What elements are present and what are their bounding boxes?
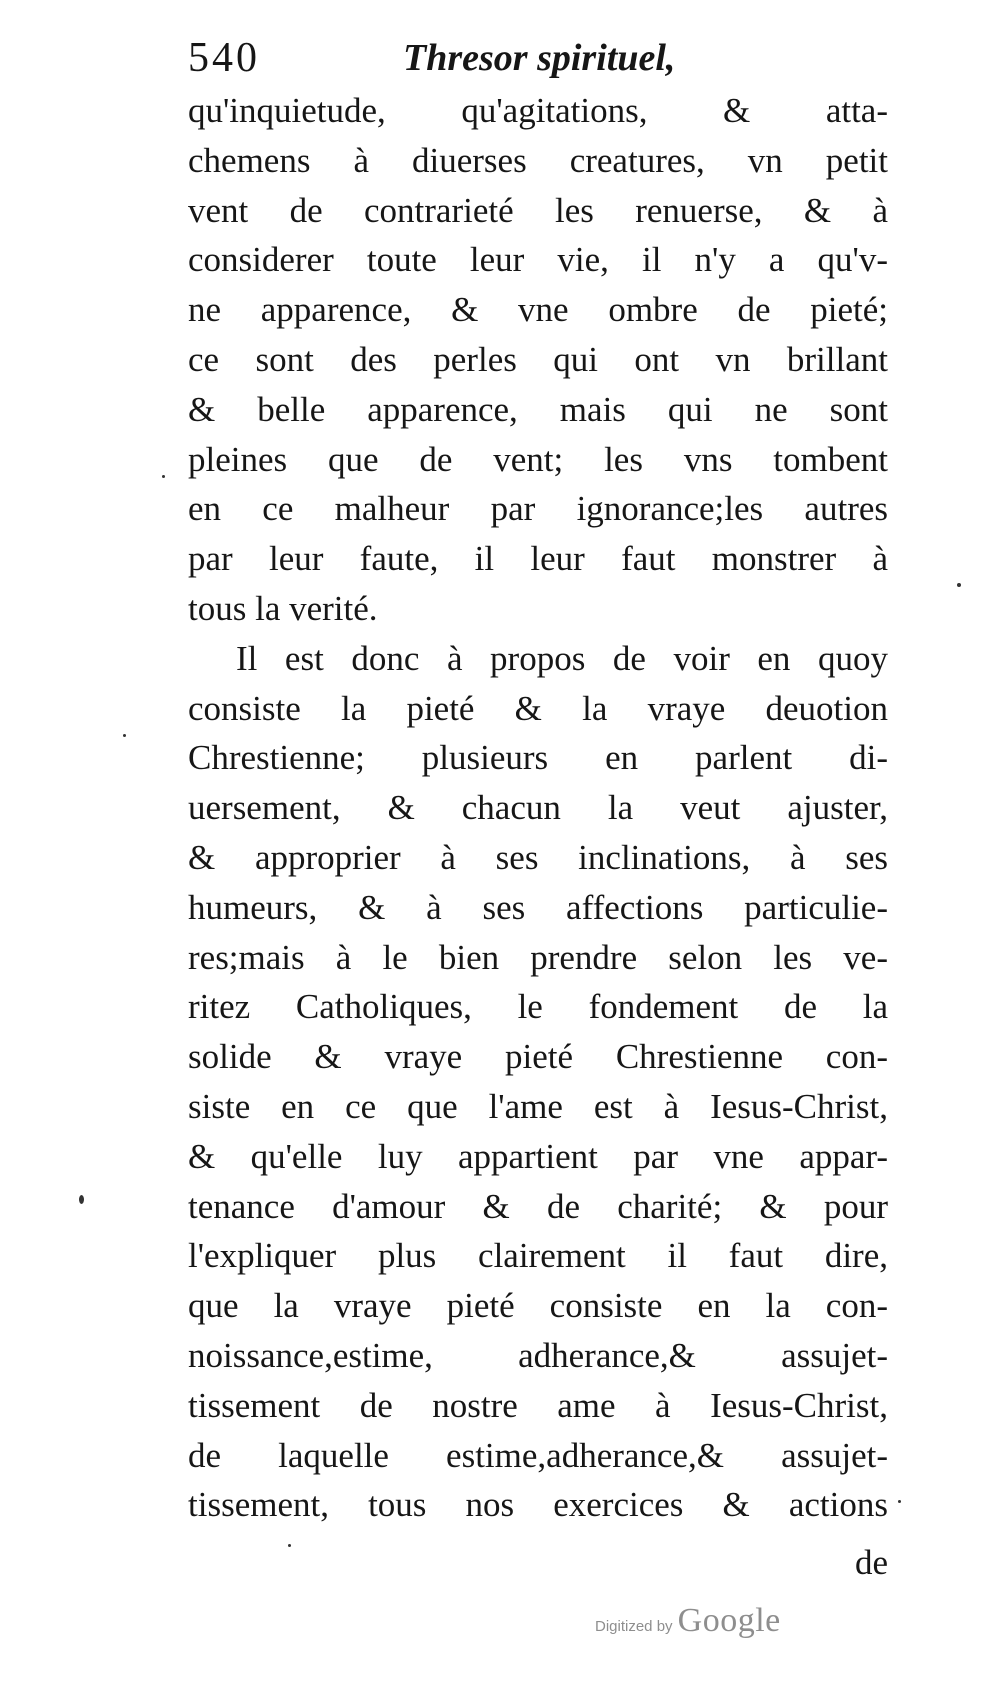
digitized-label: Digitized by — [595, 1618, 673, 1635]
google-logo: Google — [677, 1602, 781, 1639]
text-line: en ce malheur par ignorance;les autres — [188, 489, 888, 529]
text-line: tenance d'amour & de charité; & pour — [188, 1186, 888, 1226]
text-line: de laquelle estime,adherance,& assujet- — [188, 1435, 888, 1475]
scan-speck — [898, 1500, 901, 1503]
text-line: pleines que de vent; les vns tombent — [188, 439, 888, 479]
text-line: & approprier à ses inclinations, à ses — [188, 837, 888, 877]
text-line: considerer toute leur vie, il n'y a qu'v- — [188, 240, 888, 280]
text-line: noissance,estime, adherance,& assujet- — [188, 1335, 888, 1375]
text-line: que la vraye pieté consiste en la con- — [188, 1286, 888, 1326]
scan-speck — [79, 1195, 84, 1204]
running-title: Thresor spirituel, — [403, 37, 676, 79]
text-line: solide & vraye pieté Chrestienne con- — [188, 1037, 888, 1077]
scan-speck — [162, 475, 165, 478]
text-line: & qu'elle luy appartient par vne appar- — [188, 1136, 888, 1176]
text-line: siste en ce que l'ame est à Iesus-Christ, — [188, 1086, 888, 1126]
text-line: Chrestienne; plusieurs en parlent di- — [188, 738, 888, 778]
text-line: humeurs, & à ses affections particulie- — [188, 887, 888, 927]
digitized-watermark — [595, 1602, 781, 1642]
scan-speck — [123, 734, 126, 737]
text-line: uersement, & chacun la veut ajuster, — [188, 788, 888, 828]
page-number: 540 — [188, 35, 260, 81]
text-line: ne apparence, & vne ombre de pieté; — [188, 290, 888, 330]
text-line: l'expliquer plus clairement il faut dire, — [188, 1236, 888, 1276]
text-line: ce sont des perles qui ont vn brillant — [188, 339, 888, 379]
text-line: tissement de nostre ame à Iesus-Christ, — [188, 1385, 888, 1425]
scan-speck — [957, 583, 961, 587]
text-line: tous la verité. — [188, 588, 378, 628]
text-line: ritez Catholiques, le fondement de la — [188, 987, 888, 1027]
body-text — [188, 86, 888, 1530]
catchword: de — [854, 1543, 888, 1582]
text-line: par leur faute, il leur faut monstrer à — [188, 539, 888, 579]
text-line: tissement, tous nos exercices & actions — [188, 1485, 888, 1525]
text-line: chemens à diuerses creatures, vn petit — [188, 140, 888, 180]
text-line: & belle apparence, mais qui ne sont — [188, 389, 888, 429]
running-head — [188, 30, 728, 86]
text-line: res;mais à le bien prendre selon les ve- — [188, 937, 888, 977]
scan-speck — [288, 1544, 291, 1547]
text-line: vent de contrarieté les renuerse, & à — [188, 190, 888, 230]
paragraph-first-line: Il est donc à propos de voir en quoy — [236, 638, 888, 678]
text-line: qu'inquietude, qu'agitations, & atta- — [188, 91, 888, 130]
text-line: consiste la pieté & la vraye deuotion — [188, 688, 888, 728]
